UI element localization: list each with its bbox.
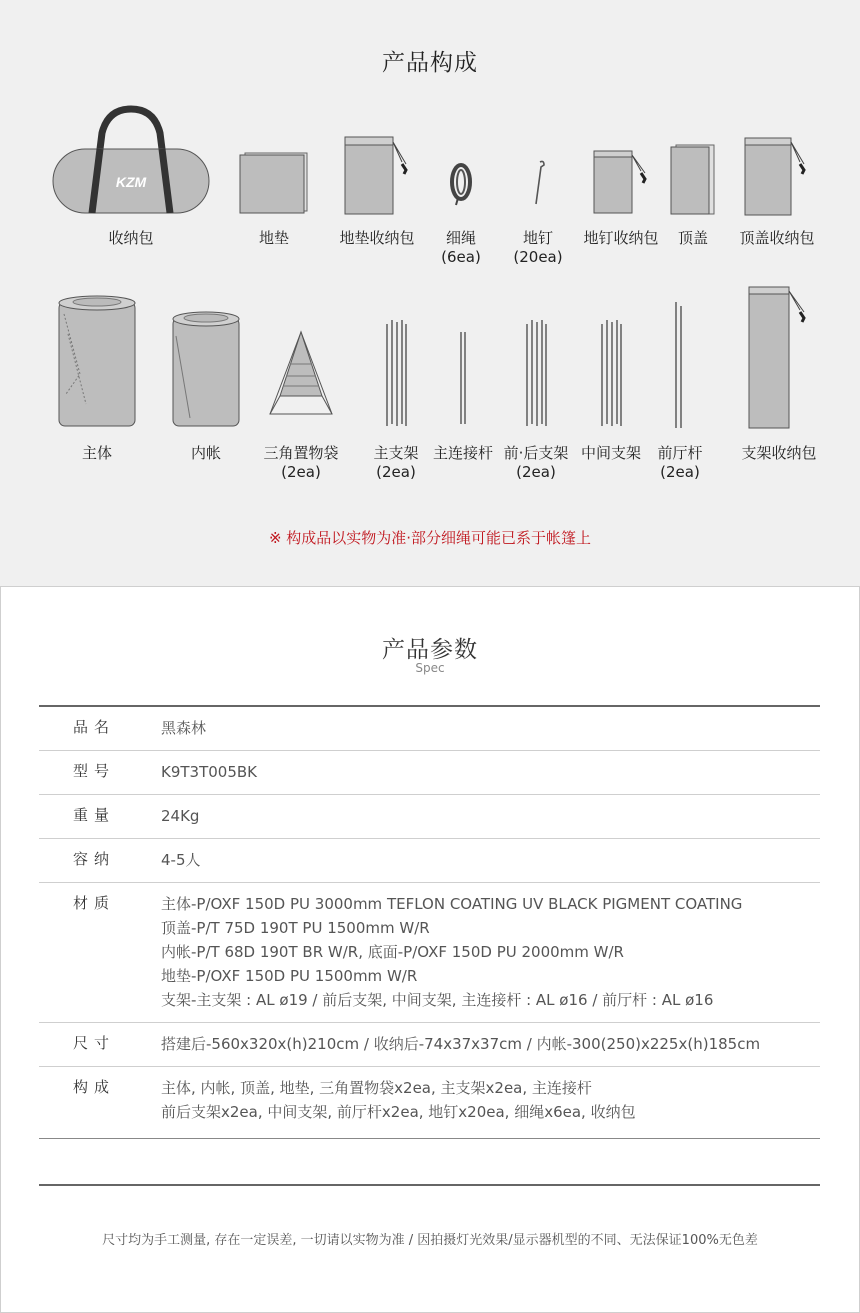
item-inner-tent: [172, 310, 240, 462]
carry-bag-icon: [52, 105, 210, 217]
item-label: 主连接杆: [432, 444, 493, 462]
item-fly: [670, 144, 716, 247]
main-pole-icon: [383, 318, 409, 428]
spec-row-contents: [39, 1067, 820, 1139]
spec-key: 品名: [73, 718, 116, 736]
spec-value: 主体, 内帐, 顶盖, 地垫, 三角置物袋x2ea, 主支架x2ea, 主连接杆 前后支架x2ea, 中间支架, 前厅杆x2ea, 地钉x20ea, 细绳x6ea, 收纳包: [161, 1079, 636, 1121]
spec-row-model: [39, 751, 820, 795]
spec-key: 尺寸: [73, 1034, 116, 1052]
spec-value: 黑森林: [161, 719, 207, 737]
main-connector-icon: [454, 330, 472, 426]
components-section: [0, 0, 860, 586]
components-note: ※ 构成品以实物为准·部分细绳可能已系于帐篷上: [268, 529, 592, 547]
mat-bag-icon: [344, 136, 410, 216]
spec-subtitle: Spec: [415, 661, 445, 675]
spec-row-name: [39, 707, 820, 751]
fly-icon: [670, 144, 716, 216]
item-main-pole: [373, 318, 419, 481]
spec-value: 搭建后-560x320x(h)210cm / 收纳后-74x37x37cm / 内帐-300(250)x225x(h)185cm: [161, 1035, 761, 1053]
item-label: 主支架 (2ea): [373, 444, 419, 481]
item-label: 地垫收纳包: [339, 229, 415, 247]
spec-key: 型号: [73, 762, 116, 780]
item-pole-bag: [741, 286, 817, 462]
front-rear-pole-icon: [523, 318, 549, 428]
rope-icon: [446, 162, 476, 206]
spec-value: K9T3T005BK: [161, 763, 258, 781]
pole-bag-icon: [748, 286, 810, 430]
spec-key: 构成: [73, 1078, 116, 1096]
spec-key: 重量: [73, 806, 116, 824]
spec-row-size: [39, 1023, 820, 1067]
main-body-icon: [58, 294, 136, 428]
item-label: 地钉收纳包: [583, 229, 659, 247]
inner-tent-icon: [172, 310, 240, 428]
item-label: 内帐: [190, 444, 221, 462]
item-label: 顶盖收纳包: [739, 229, 815, 247]
peg-bag-icon: [593, 149, 649, 215]
disclaimer: 尺寸均为手工测量, 存在一定误差, 一切请以实物为准 / 因拍摄灯光效果/显示器机型的不同、无法保证100%无色差: [102, 1233, 758, 1248]
item-label: 收纳包: [108, 229, 154, 247]
middle-pole-icon: [598, 318, 624, 428]
item-label: 细绳 (6ea): [441, 229, 481, 266]
item-label: 支架收纳包: [741, 444, 817, 462]
spec-value: 主体-P/OXF 150D PU 3000mm TEFLON COATING UV BLACK PIGMENT COATING 顶盖-P/T 75D 190T PU 1500mm W/R 内帐-P/T 68D 190T BR W/R, 底面-P/OXF 150D PU 2000mm W/R 地垫-P/OXF 150D PU 1500mm W/R 支架-主支架 : AL ø19 / 前后支架, 中间支架, 主连接杆 : AL ø16 / 前厅杆 : AL ø16: [161, 895, 743, 1009]
spec-title: 产品参数: [382, 637, 478, 663]
item-label: 中间支架: [580, 444, 641, 462]
spec-key: 材质: [73, 894, 116, 912]
item-mat-bag: [339, 136, 415, 247]
item-label: 前·后支架 (2ea): [503, 444, 569, 481]
item-triangle-pouch: [263, 330, 339, 481]
spec-table: [39, 705, 820, 1139]
item-label: 前厅杆 (2ea): [657, 444, 703, 481]
item-middle-pole: [580, 318, 641, 462]
spec-row-material: [39, 883, 820, 1023]
item-fly-bag: [739, 137, 815, 247]
item-label: 地钉 (20ea): [513, 229, 563, 266]
spec-section: [0, 586, 860, 1313]
item-label: 主体: [81, 444, 112, 462]
ground-mat-icon: [239, 152, 309, 214]
item-main-body: [58, 294, 136, 462]
kzm-logo: KZM: [115, 174, 147, 190]
item-label: 地垫: [258, 229, 289, 247]
item-peg-bag: [583, 149, 659, 247]
item-label: 顶盖: [677, 229, 708, 247]
peg-icon: [528, 158, 548, 208]
item-carry-bag: [52, 105, 210, 247]
triangle-pouch-icon: [266, 330, 336, 416]
item-vestibule-pole: [657, 300, 703, 481]
item-ground-mat: [239, 152, 309, 247]
item-front-rear-pole: [503, 318, 569, 481]
spec-value: 4-5人: [161, 851, 201, 869]
components-title: 产品构成: [382, 50, 478, 76]
spec-value: 24Kg: [161, 807, 200, 825]
fly-bag-icon: [744, 137, 810, 217]
item-label: 三角置物袋 (2ea): [263, 444, 339, 481]
spec-row-capacity: [39, 839, 820, 883]
vestibule-pole-icon: [670, 300, 690, 430]
spec-row-weight: [39, 795, 820, 839]
item-peg: [513, 158, 563, 266]
item-rope: [441, 162, 481, 266]
spec-key: 容纳: [73, 850, 116, 868]
divider: [39, 1184, 820, 1186]
item-main-connector: [432, 330, 493, 462]
